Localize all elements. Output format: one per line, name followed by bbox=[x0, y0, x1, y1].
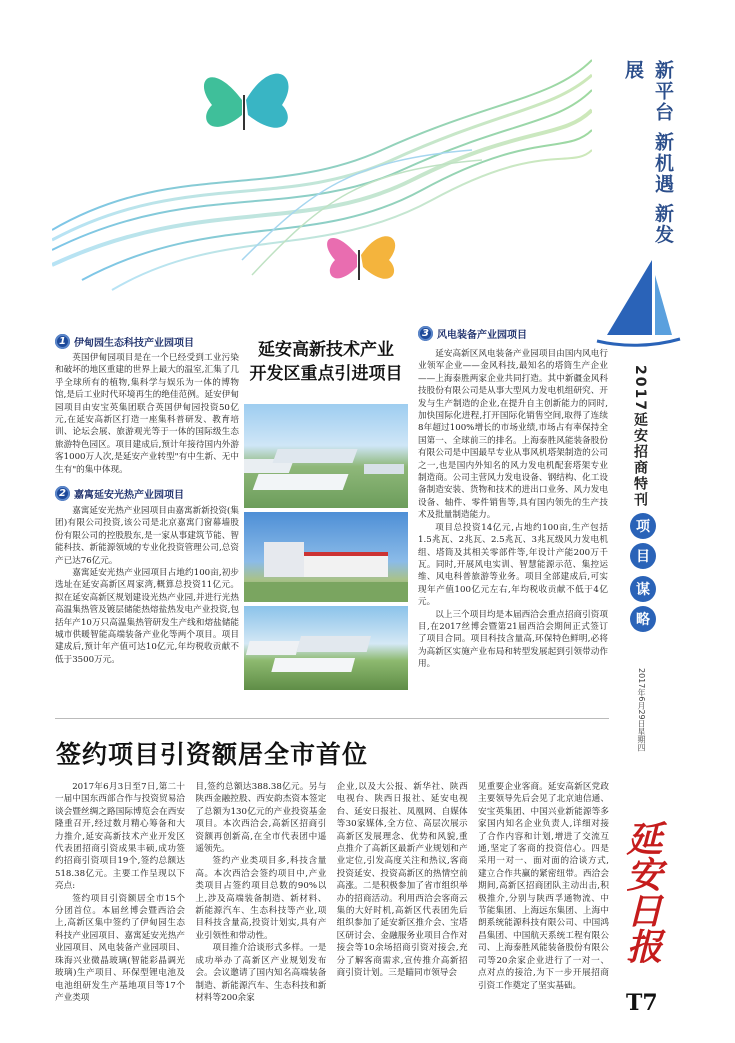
section-3-paragraph: 项目总投资14亿元,占地约100亩,生产包括1.5兆瓦、2兆瓦、2.5兆瓦、3兆瓦级风力发电机组、塔筒及其相关零部件等,年设计产能200万千瓦。同时,开展风电实训、智慧能源示范、集控运维、风电科普旅游等业务。项目全部建成后,可实现年产值100亿元左右,年均税收贡献不低于4亿元。 bbox=[418, 522, 608, 608]
section-3-paragraph: 延安高新区风电装备产业园项目由国内风电行业领军企业——金风科技,最知名的塔筒生产企业——上海泰胜两家企业共同打造。其中新疆金风科技股份有限公司是从事大型风力发电机组研究、开发与生产制造的企业,在提升自主创新能力的同时,加快国际化进程,打开国际化销售空间,取得了连续8年超过100%增长的市场业绩,市场占有率保持全国第一、全球前三的排名。上海泰胜风能装备股份有限公司是中国最早专业从事风机塔架制造的公司之一,也是国内外知名的风力发电机配套塔架专业制造商。公司主营风力发电设备、钢结构、化工设备制造安装、货物和技术的进出口业务、风力发电设备、轴件、零件销售等,具有国内领先的生产技术及批量制造能力。 bbox=[418, 349, 608, 521]
section-2-header bbox=[55, 486, 184, 501]
section-1-badge: 1 bbox=[55, 334, 70, 349]
article-column-4 bbox=[478, 781, 609, 1021]
article-paragraph: 目,签约总额达388.38亿元。另与陕西金融控股、西安韵杰资本签定了总额为130亿元的产业投资基金项目。本次西洽会,高新区招商引资额再创新高,在全市代表团中遥遥领先。 bbox=[195, 782, 327, 855]
section-1-paragraph: 英国伊甸园项目是在一个巳经受到工业污染和破坏的地区重建的世界上最大的温室,汇集了几乎全球所有的植物,集科学与娱乐为一体的博物馆,是后工业时代环境再生的绝佳范例。延安伊甸园项目由安宝英集团联合英国伊甸园投资50亿元,在延安高新区打造一座集科普研发、教育培训、论坛会展、旅游观光等于一体的国际级生态旅游特色园区。项目建成后,预计年接待国内外游客1000万人次,是延安产业转型"有中生新、无中生有"的集中体现。 bbox=[55, 353, 239, 475]
article-paragraph: 签约项目引资额居全市15个分团首位。本届丝博会暨西洽会上,高新区集中签约了伊甸园生态科技产业园项目、嘉寓延安光热产业园项目、风电装备产业园项目、珠海兴业微晶玻璃(智能彩晶调光玻璃)生产项目、环保型锂电池及电池组研发生产基地项目等17个产业类项 bbox=[55, 893, 185, 1003]
article-paragraph: 见重要企业客商。延安高新区党政主要领导先后会见了北京迪信通、安宝英集团、中国兴业新能源等多家国内知名企业负责人,详细对接了合作内容和计划,增进了交流互通,坚定了客商的投资信心。四是采用一对一、面对面的洽谈方式,建立合作共赢的紧密纽带。西洽会期间,高新区招商团队主动出击,积极推介,分别与陕西孚通物流、中节能集团、上海远东集团、上海中朗系统能源科技有限公司、中国鸿昌集团、中国航天系统工程有限公司、上海泰胜风能装备股份有限公司等20余家企业进行了一对一、点对点的接洽,为下一步开展招商引资工作奠定了坚实基础。 bbox=[477, 782, 609, 991]
article-paragraph: 企业,以及大公报、新华社、陕西电视台、陕西日报社、延安电视台、延安日报社、凤凰网、自媒体等30家媒体,全方位、高层次展示高新区发展理念、优势和风貌,重点推介了高新区最新产业规划和产业定位,引发高度关注和热议,客商投资延安、投资高新区的热情空前高涨。二是积极参加了省市组织举办的招商活动。利用西洽会客商云集的大好时机,高新区代表团先后组织参加了延安新区推介会、宝塔区研讨会、金融服务业项目合作对接会等10余场招商引资对接会,充分了解客商需求,宣传推介高新招商引资计划。三是瞄同市领导会 bbox=[336, 782, 468, 979]
section-3-body bbox=[418, 348, 608, 671]
projects-title-line-1: 延安高新技术产业 bbox=[258, 340, 394, 360]
article-headline: 签约项目引资额居全市首位 bbox=[56, 740, 369, 769]
projects-title-line-2: 开发区重点引进项目 bbox=[249, 364, 403, 384]
tag-circle-2: 目 bbox=[630, 543, 656, 569]
butterfly-icon bbox=[204, 74, 289, 130]
project-rendering-photo-1 bbox=[244, 404, 408, 508]
section-2-body bbox=[55, 505, 239, 666]
section-1-header bbox=[55, 334, 194, 349]
article-column-1 bbox=[55, 781, 185, 1021]
special-issue-title: 2017延安招商特刊 bbox=[632, 365, 648, 508]
slogan-line-3: 新发展 bbox=[622, 60, 674, 246]
section-2-heading: 嘉寓延安光热产业园项目 bbox=[74, 490, 184, 501]
butterfly-icon bbox=[327, 236, 395, 280]
slogan bbox=[618, 60, 678, 260]
tag-circle-1: 项 bbox=[630, 513, 656, 539]
section-divider bbox=[55, 718, 609, 719]
article-paragraph: 2017年6月3日至7日,第二十一届中国东西部合作与投资贸易洽谈会暨丝绸之路国际博览会在西安隆重召开,经过数月精心筹备和大力推介,延安高新技术产业开发区代表团招商引资成果丰硕,成功签约招商引资项目19个,签约总额达518.38亿元。主要工作呈现以下亮点: bbox=[55, 782, 185, 892]
slogan-line-1: 新平台 bbox=[652, 60, 674, 123]
page-number: T7 bbox=[626, 990, 658, 1016]
section-3-badge: 3 bbox=[418, 326, 433, 341]
project-rendering-photo-3 bbox=[244, 606, 408, 690]
article-column-2 bbox=[195, 781, 326, 1021]
section-3-heading: 风电装备产业园项目 bbox=[437, 330, 527, 341]
tag-circle-3: 谋 bbox=[630, 576, 656, 602]
industrial-park-rendering bbox=[244, 404, 408, 508]
article-paragraph: 签约产业类项目多,科技含量高。本次西洽会签约项目中,产业类项目占签约项目总数的90%以上,涉及高端装备制造、新材料、新能源汽车、生态科技等产业,项目科技含量高,投资计划实,具有产业引领性和带动性。 bbox=[195, 856, 327, 941]
swirl-graphic bbox=[52, 40, 592, 320]
factory-rendering bbox=[244, 606, 408, 690]
section-2-badge: 2 bbox=[55, 486, 70, 501]
article-column-3 bbox=[337, 781, 468, 1021]
slogan-line-2: 新机遇 bbox=[652, 131, 674, 195]
projects-title bbox=[242, 338, 410, 386]
section-1-body bbox=[55, 352, 239, 476]
date-line: 2017年6月29日星期四 bbox=[637, 668, 646, 752]
section-1-heading: 伊甸园生态科技产业园项目 bbox=[74, 338, 194, 349]
newspaper-name: 延安日报 bbox=[621, 820, 663, 964]
project-rendering-photo-2 bbox=[244, 512, 408, 602]
top-banner bbox=[52, 40, 592, 320]
section-3-header bbox=[418, 326, 527, 341]
section-2-paragraph: 嘉寓延安光热产业园项目由嘉寓新新投资(集团)有限公司投资,该公司是北京嘉寓门窗幕墙股份有限公司的控股股东,是一家从事建筑节能、智能科技、新能源领域的专业化投资管理公司,总资产已达76亿元。 bbox=[55, 506, 239, 566]
article-paragraph: 项目推介洽谈形式多样。一是成功举办了高新区产业规划发布会。会议邀请了国内知名高端装备制造、新能源汽车、生态科技和新材料等200余家 bbox=[195, 943, 327, 1003]
sailboat-logo-icon bbox=[592, 255, 682, 355]
building-rendering bbox=[244, 512, 408, 602]
section-2-paragraph: 嘉寓延安光热产业园项目占地约100亩,初步选址在延安高新区周家湾,概算总投资11亿元。拟在延安高新区规划建设光热产业园,并进行光热高温集热管及镀层储能热熔盐热发电产业投资,包括年产10万只高温集热管研发生产线和熔盐储能城市供暖智能高端装备产业化等两个项目。项目建成后,预计年产值可达10亿元,年均税收贡献不低于3500万元。 bbox=[55, 568, 239, 665]
tag-circle-4: 略 bbox=[630, 606, 656, 632]
section-3-paragraph: 以上三个项目均是本届西洽会重点招商引资项目,在2017丝博会暨第21届西洽会期间正式签订了项目合同。项目科技含量高,环保特色鲜明,必将为高新区实施产业布局和转型发展起到引领带动作用。 bbox=[418, 609, 608, 670]
article-body bbox=[55, 781, 609, 1021]
